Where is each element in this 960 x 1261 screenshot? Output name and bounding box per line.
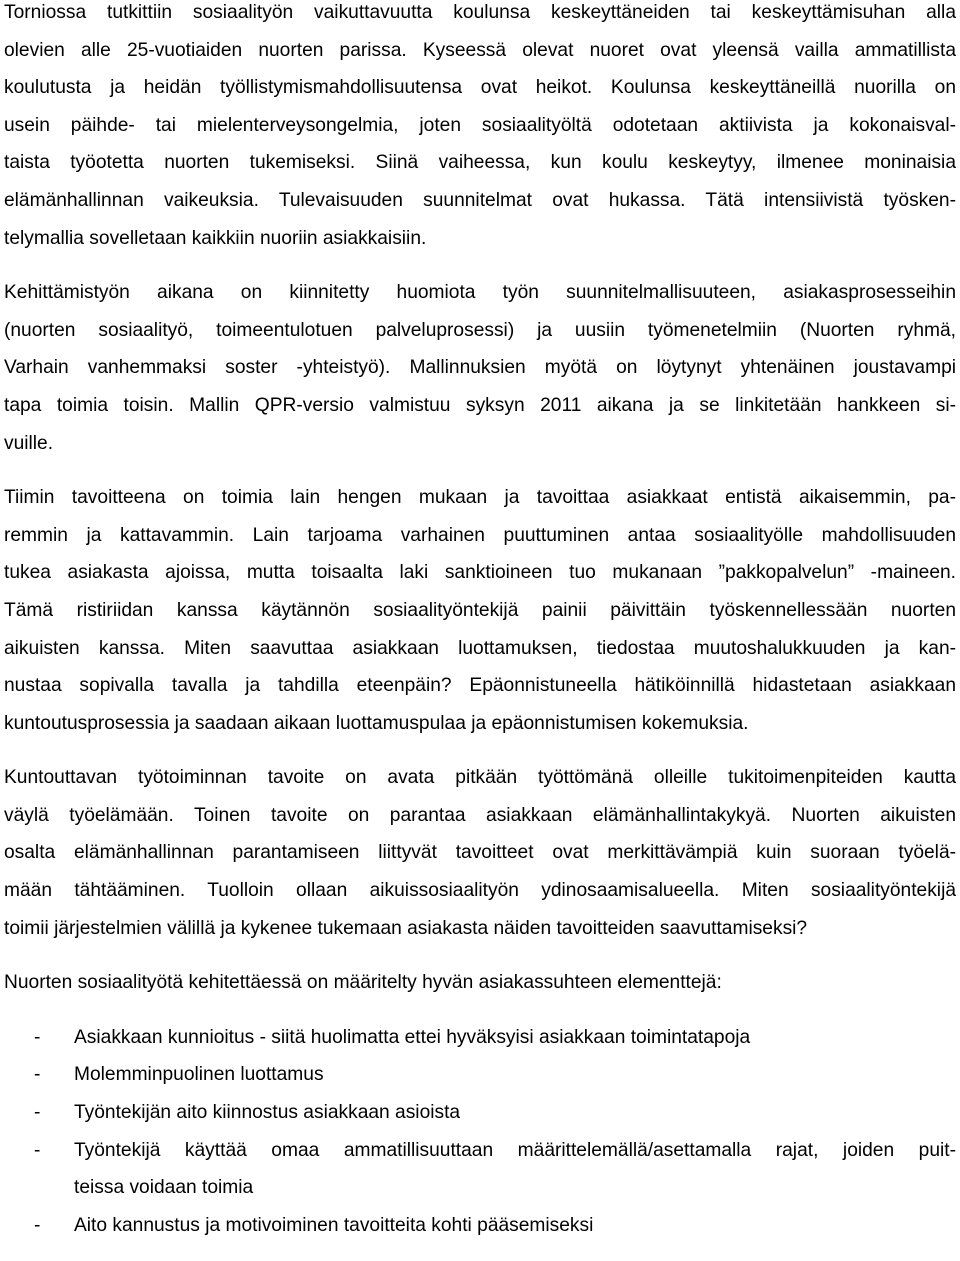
list-item [4,1019,956,1057]
list-dash: - [34,1026,41,1048]
text-line: Tämä ristiriidan kanssa käytännön sosiaalityöntekijä painii päivittäin työskennellessään nuorten [4,599,956,621]
text-line: aikuisten kanssa. Miten saavuttaa asiakkaan luottamuksen, tiedostaa muutoshalukkuuden ja kan- [4,637,956,659]
text-line: usein päihde- tai mielenterveysongelmia, joten sosiaalityöltä odotetaan aktiivista ja kokonaisval- [4,114,956,136]
paragraph [4,274,956,462]
paragraph [4,0,956,257]
text-line: väylä työelämään. Toinen tavoite on parantaa asiakkaan elämänhallintakykyä. Nuorten aikuisten [4,804,956,826]
text-line: toimii järjestelmien välillä ja kykenee tukemaan asiakasta näiden tavoitteiden saavuttamiseksi? [4,917,808,939]
text-line: tapa toimia toisin. Mallin QPR-versio valmistuu syksyn 2011 aikana ja se linkitetään hankkeen si- [4,394,956,416]
body-text [4,0,956,1002]
text-line: taista työotetta nuorten tukemiseksi. Siinä vaiheessa, kun koulu keskeytyy, ilmenee moninaisia [4,152,956,174]
list-item-text: Asiakkaan kunnioitus - siitä huolimatta ettei hyväksyisi asiakkaan toimintatapoja [74,1026,751,1048]
list-dash: - [34,1139,41,1161]
list-dash: - [34,1214,41,1236]
list-item [4,1056,956,1094]
text-line: vuille. [4,432,54,454]
text-line: Tiimin tavoitteena on toimia lain hengen mukaan ja tavoittaa asiakkaat entistä aikaisemmin, pa- [4,487,956,509]
text-line: telymallia sovelletaan kaikkiin nuoriin asiakkaisiin. [4,227,427,249]
paragraph-gap [4,257,956,274]
text-line: kuntoutusprosessia ja saadaan aikaan luottamuspulaa ja epäonnistumisen kokemuksia. [4,712,749,734]
document-page [4,0,956,1244]
text-line: remmin ja kattavammin. Lain tarjoama varhainen puuttuminen antaa sosiaalityölle mahdollisuuden [4,524,956,546]
text-line: Varhain vanhemmaksi soster -yhteistyö). Mallinnuksien myötä on löytynyt yhtenäinen joustavampi [4,357,956,379]
text-line: Kehittämistyön aikana on kiinnitetty huomiota työn suunnitelmallisuuteen, asiakasprosesseihin [4,282,956,304]
text-line: Kuntouttavan työtoiminnan tavoite on avata pitkään työttömänä olleille tukitoimenpiteiden kautta [4,767,956,789]
paragraph-gap [4,1002,956,1019]
list-item [4,1094,956,1132]
text-line: Nuorten sosiaalityötä kehitettäessä on määritelty hyvän asiakassuhteen elementtejä: [4,972,722,994]
list-dash: - [34,1064,41,1086]
list-item-text: Työntekijä käyttää omaa ammatillisuuttaan määrittelemällä/asettamalla rajat, joiden puit- [74,1139,956,1161]
text-line: tukea asiakasta ajoissa, mutta toisaalta laki sanktioineen tuo mukanaan ”pakkopalvelun” -maineen. [4,562,956,584]
list-item-text: Työntekijän aito kiinnostus asiakkaan asioista [74,1102,461,1124]
paragraph [4,964,956,1002]
text-line: elämänhallinnan vaikeuksia. Tulevaisuuden suunnitelmat ovat hukassa. Tätä intensiivistä työsken- [4,189,956,211]
list-item [4,1132,956,1207]
text-line: (nuorten sosiaalityö, toimeentulotuen palveluprosessi) ja uusiin työmenetelmiin (Nuorten ryhmä, [4,319,956,341]
text-line: Torniossa tutkittiin sosiaalityön vaikuttavuutta koulunsa keskeyttäneiden tai keskeyttämisuhan alla [4,2,956,23]
text-line: mään tähtääminen. Tuolloin ollaan aikuissosiaalityön ydinosaamisalueella. Miten sosiaalityöntekijä [4,880,956,902]
text-line: koulutusta ja heidän työllistymismahdollisuutensa ovat heikot. Koulunsa keskeyttäneillä nuorilla on [4,77,956,99]
paragraph-gap [4,742,956,759]
elements-list [4,1019,956,1245]
text-line: nustaa sopivalla tavalla ja tahdilla eteenpäin? Epäonnistuneella hätiköinnillä hidastetaan asiakkaan [4,675,956,697]
list-item [4,1207,956,1245]
list-dash: - [34,1102,41,1124]
paragraph-gap [4,462,956,479]
paragraph [4,479,956,742]
list-item-text: Molemminpuolinen luottamus [74,1064,324,1086]
paragraph [4,759,956,947]
paragraph-gap [4,947,956,964]
list-item-text: Aito kannustus ja motivoiminen tavoitteita kohti pääsemiseksi [74,1214,594,1236]
text-line: osalta elämänhallinnan parantamiseen liittyvät tavoitteet ovat merkittävämpiä kuin suoraan työelä- [4,842,956,864]
text-line: olevien alle 25-vuotiaiden nuorten parissa. Kyseessä olevat nuoret ovat yleensä vailla ammatillista [4,39,956,61]
list-item-text: teissa voidaan toimia [74,1177,254,1199]
